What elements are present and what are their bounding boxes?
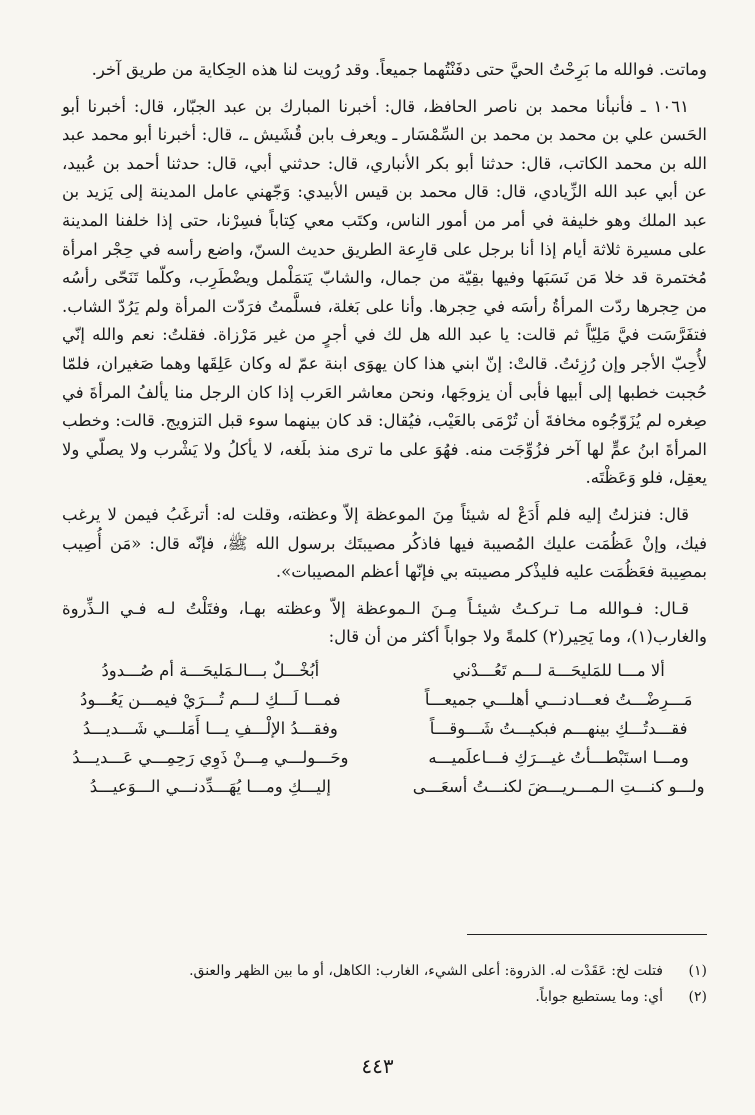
main-text bbox=[62, 56, 707, 801]
verse-second-hemistich: أبُخْـــلٌ بـــالـمَليحَـــة أم صُـــدودُ bbox=[101, 660, 320, 680]
verse-first-hemistich: مَـــرِضْـــتُ فعـــادنـــي أهلـــي جميعـــاً bbox=[424, 689, 693, 709]
verse-first-hemistich: ومـــا استَبْطـــأتُ غيـــرَكِ فـــاعلَميـــه bbox=[428, 747, 689, 767]
poem-verse bbox=[62, 743, 707, 772]
poem-verse bbox=[62, 685, 707, 714]
footnote-number: (١) bbox=[688, 963, 707, 979]
verse-second-hemistich: فمـــا لَـــكِ لـــم تُـــرَيْ فيمـــن يَعُـــودُ bbox=[80, 689, 341, 709]
verse-second-hemistich: وفقـــدُ الإلْـــفِ يـــا أَمَلـــي شَـــديـــدُ bbox=[82, 718, 338, 738]
footnote bbox=[62, 984, 707, 1010]
poem-verse bbox=[62, 714, 707, 743]
verse-first-hemistich: فقـــدتُـــكِ بينهـــم فبكيـــتُ شَـــوقـــاً bbox=[429, 718, 688, 738]
poem-verse bbox=[62, 656, 707, 685]
verse-second-hemistich: إليـــكِ ومـــا يُهَـــدِّدنـــي الـــوَعيـــدُ bbox=[89, 776, 331, 796]
verse-second-hemistich: وحَـــولـــي مِـــنْ ذَوِي رَحِمِـــي عَـــديـــدُ bbox=[72, 747, 349, 767]
poem bbox=[62, 656, 707, 801]
footnote-text: أي: وما يستطيع جواباً. bbox=[535, 989, 663, 1005]
footnote bbox=[62, 958, 707, 984]
paragraph-3: قال: فنزلتُ إليه فلم أَدَعْ له شيئاً مِنَ الموعظة إلاّ وعظته، وقلت له: أترغَبُ فيمن لا يرغب فيك، وإنْ عَظُمَت عليك المُصيبة فيها فاذكُر مصيبتَك برسول الله ﷺ، فإنّه قال: «مَن أُصِيب بمصِيبة فعَظُمَت عليه فليذْكر مصيبته بي فإنّها أعظم المصيبات». bbox=[62, 504, 707, 582]
page-number: ٤٤٣ bbox=[361, 1054, 394, 1078]
verse-first-hemistich: ولـــو كنـــتِ الـمـــريـــضَ لكنـــتُ أسعَـــى bbox=[412, 776, 705, 796]
footnote-number: (٢) bbox=[688, 989, 707, 1005]
paragraph-1: وماتت. فوالله ما بَرِحْتُ الحيَّ حتى دفَنْتُهما جميعاً. وقد رُويت لنا هذه الحِكاية من طريق آخر. bbox=[91, 60, 707, 79]
footnote-divider bbox=[467, 934, 707, 935]
paragraph-4: قـال: فـوالله مـا تـركـتُ شيئـاً مِـنَ الـموعظة إلاّ وعظته بهـا، وفتَلْتُ لـه فـي الـذِّروة والغارب(١)، وما يَحِير(٢) كلمةً ولا جواباً أكثر من أن قال: bbox=[62, 598, 707, 647]
paragraph-2: ١٠٦١ ـ فأنبأنا محمد بن ناصر الحافظ، قال: أخبرنا المبارك بن عبد الجبّار، قال: أخبرنا أبو الحَسن علي بن محمد بن محمد بن السِّمْسَار ـ ويعرف بابن قُشَيش ـ، قال: أخبرنا أبو محمد عبد الله بن محمد الكاتب، قال: حدثنا أبو بكر الأنباري، قال: حدثني أبي، قال: حدثنا أحمد بن عُبيد، عن أبي عبد الله الزِّيادي، قال: قال محمد بن قيس الأبيدي: وَجّهني عامل المدينة إلى يَزيد بن عبد الملك وهو خليفة في أمر من أمور الناس، وكتَب معي كِتاباً فسِرْنا، حتى إذا خلفنا المدينة على مسيرة ثلاثة أيام إذا أنا برجل على قارِعة الطريق حديث السنّ، واضع رأسه في حِجْر امرأة مُختمرة قد خلا مَن نَسَبَها وفيها بقِيّة من جمال، والشابّ يَتمَلْمل ويضْطَرِب، وكلّما تَنَحّى رأسُه من حِجرها ردّت المرأةُ رأسَه في حِجرها. وأنا على بَغلة، فسلَّمتُ فرَدّت المرأة ولم يَرُدّ الشاب. فتفَرَّسَت فيَّ مَلِيّاً ثم قالت: يا عبد الله هل لك في أجرٍ من غير مَرْزاة. فقلتُ: نعم والله إنّي لأُحِبّ الأجر وإن رُزِئتُ. قالتْ: إنّ ابني هذا كان يهوَى ابنة عمّ له وكان عَلِقَها وهما صَغيران، فلمّا حُجبت خطبها إلى أبيها فأبى أن يزوجَها، ونحن معاشر العَرب إذا كان الرجل منا يألفُ المرأةَ في صِغره لم يُزَوّجُوه مخافةَ أن تُرْمَى بالعَيْب، فيُقال: قد كان بينهما سوء قبل التزويج. قالت: وخطب المرأةَ ابنُ عمٍّ لها آخر فزُوِّجَت منه. فهُوَ على ما ترى منذ بلَغه، لا يأكلُ ولا يَشْرب ولا يصلّي ولا يعقِل، فلو وَعَظْتَه. bbox=[62, 96, 707, 488]
verse-first-hemistich: ألا مـــا للمَليحَـــة لـــم تَعُـــدْني bbox=[452, 660, 665, 680]
poem-verse bbox=[62, 772, 707, 801]
footnotes bbox=[62, 958, 707, 1010]
footnote-text: فتلت لخ: عَقَدْت له. الذروة: أعلى الشيء، الغارب: الكاهل، أو ما بين الظهر والعنق. bbox=[189, 963, 663, 979]
